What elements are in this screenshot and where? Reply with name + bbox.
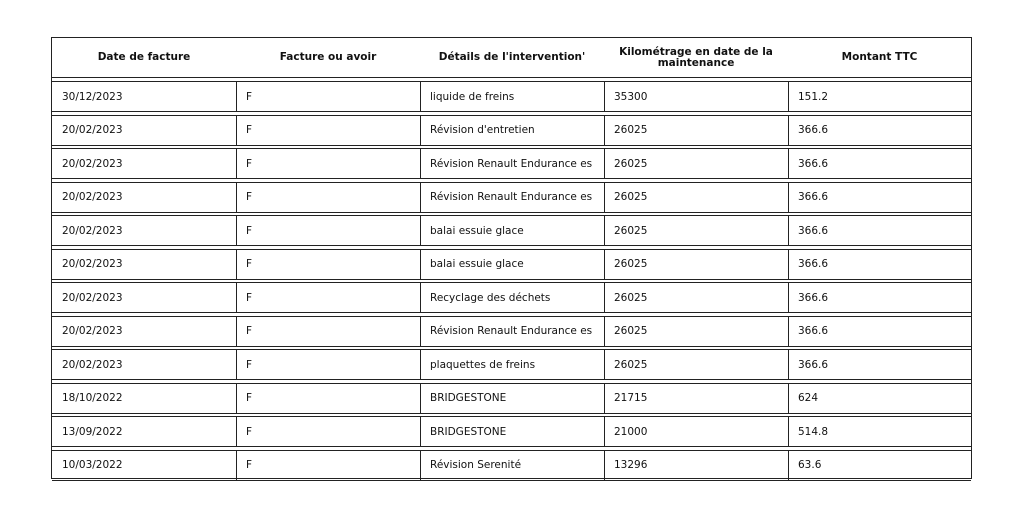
- cell-date: 20/02/2023: [62, 358, 123, 371]
- cell-details: BRIDGESTONE: [430, 392, 507, 404]
- cell-kilometrage: 26025: [614, 358, 648, 371]
- header-facture-ou-avoir: Facture ou avoir: [279, 51, 377, 63]
- column-divider: [236, 149, 237, 178]
- column-divider: [604, 317, 605, 346]
- column-divider: [604, 183, 605, 212]
- table-row: [52, 81, 971, 112]
- header-montant-ttc: Montant TTC: [841, 51, 918, 63]
- cell-date: 20/02/2023: [62, 258, 123, 270]
- column-divider: [604, 451, 605, 480]
- column-divider: [788, 216, 789, 245]
- cell-details: liquide de freins: [430, 90, 515, 103]
- column-divider: [236, 116, 237, 145]
- cell-type: F: [246, 124, 253, 136]
- cell-type: F: [246, 291, 253, 304]
- column-divider: [236, 451, 237, 480]
- cell-montant: 63.6: [798, 459, 822, 471]
- table-row: [52, 215, 971, 246]
- column-divider: [420, 250, 421, 279]
- cell-details: balai essuie glace: [430, 258, 524, 270]
- column-divider: [604, 82, 605, 111]
- column-divider: [236, 317, 237, 346]
- column-divider: [236, 82, 237, 111]
- cell-details: Recyclage des déchets: [430, 291, 551, 304]
- cell-date: 20/02/2023: [62, 325, 123, 337]
- cell-details: Révision Renault Endurance es: [430, 157, 593, 170]
- cell-type: F: [246, 358, 253, 371]
- cell-montant: 366.6: [798, 258, 829, 270]
- column-divider: [236, 183, 237, 212]
- table-row: [52, 115, 971, 146]
- column-divider: [604, 350, 605, 379]
- column-divider: [420, 317, 421, 346]
- cell-kilometrage: 26025: [614, 258, 648, 270]
- cell-montant: 366.6: [798, 291, 829, 304]
- cell-montant: 366.6: [798, 191, 829, 203]
- cell-date: 20/02/2023: [62, 124, 123, 136]
- column-divider: [420, 417, 421, 446]
- column-divider: [788, 384, 789, 413]
- header-kilometrage: Kilométrage en date de la maintenance: [619, 45, 773, 69]
- column-divider: [604, 417, 605, 446]
- cell-details: Révision Renault Endurance es: [430, 325, 593, 337]
- cell-type: F: [246, 258, 253, 270]
- cell-date: 20/02/2023: [62, 191, 123, 203]
- cell-details: Révision d'entretien: [430, 124, 535, 136]
- column-divider: [420, 283, 421, 312]
- column-divider: [788, 417, 789, 446]
- cell-details: Révision Serenité: [430, 459, 522, 471]
- column-divider: [420, 82, 421, 111]
- cell-kilometrage: 13296: [614, 459, 648, 471]
- table-row: [52, 450, 971, 481]
- cell-details: BRIDGESTONE: [430, 425, 507, 438]
- cell-kilometrage: 21715: [614, 392, 648, 404]
- column-divider: [788, 82, 789, 111]
- table-row: [52, 416, 971, 447]
- cell-kilometrage: 26025: [614, 124, 648, 136]
- column-divider: [788, 116, 789, 145]
- table-row: [52, 148, 971, 179]
- cell-kilometrage: 26025: [614, 157, 648, 170]
- cell-kilometrage: 26025: [614, 224, 648, 237]
- maintenance-table: [51, 37, 972, 479]
- column-divider: [788, 183, 789, 212]
- cell-kilometrage: 35300: [614, 90, 648, 103]
- cell-date: 30/12/2023: [62, 90, 123, 103]
- column-divider: [420, 183, 421, 212]
- column-divider: [420, 451, 421, 480]
- column-divider: [236, 417, 237, 446]
- column-divider: [420, 350, 421, 379]
- table-row: [52, 383, 971, 414]
- cell-type: F: [246, 157, 253, 170]
- cell-montant: 514.8: [798, 425, 829, 438]
- cell-type: F: [246, 459, 253, 471]
- cell-type: F: [246, 90, 253, 103]
- cell-type: F: [246, 325, 253, 337]
- column-divider: [236, 384, 237, 413]
- cell-montant: 624: [798, 392, 819, 404]
- cell-date: 10/03/2022: [62, 459, 123, 471]
- table-row: [52, 282, 971, 313]
- cell-kilometrage: 26025: [614, 291, 648, 304]
- table-row: [52, 182, 971, 213]
- table-row: [52, 249, 971, 280]
- cell-date: 13/09/2022: [62, 425, 123, 438]
- column-divider: [788, 283, 789, 312]
- cell-montant: 366.6: [798, 358, 829, 371]
- cell-montant: 366.6: [798, 325, 829, 337]
- column-divider: [236, 283, 237, 312]
- table-row: [52, 349, 971, 380]
- cell-date: 20/02/2023: [62, 291, 123, 304]
- column-divider: [788, 149, 789, 178]
- column-divider: [420, 216, 421, 245]
- column-divider: [788, 350, 789, 379]
- column-divider: [604, 384, 605, 413]
- header-details-intervention: Détails de l'intervention': [438, 51, 586, 63]
- cell-date: 18/10/2022: [62, 392, 123, 404]
- cell-kilometrage: 21000: [614, 425, 648, 438]
- table-row: [52, 316, 971, 347]
- cell-date: 20/02/2023: [62, 157, 123, 170]
- cell-type: F: [246, 224, 253, 237]
- column-divider: [604, 149, 605, 178]
- column-divider: [420, 149, 421, 178]
- column-divider: [604, 216, 605, 245]
- column-divider: [604, 250, 605, 279]
- cell-type: F: [246, 392, 253, 404]
- column-divider: [236, 216, 237, 245]
- cell-date: 20/02/2023: [62, 224, 123, 237]
- column-divider: [604, 283, 605, 312]
- cell-details: balai essuie glace: [430, 224, 524, 237]
- cell-kilometrage: 26025: [614, 325, 648, 337]
- cell-montant: 366.6: [798, 224, 829, 237]
- table-header-row: [52, 38, 971, 78]
- cell-details: Révision Renault Endurance es: [430, 191, 593, 203]
- column-divider: [236, 350, 237, 379]
- column-divider: [788, 250, 789, 279]
- header-date-de-facture: Date de facture: [97, 51, 191, 63]
- column-divider: [788, 451, 789, 480]
- cell-montant: 366.6: [798, 157, 829, 170]
- column-divider: [604, 116, 605, 145]
- cell-type: F: [246, 191, 253, 203]
- cell-type: F: [246, 425, 253, 438]
- cell-details: plaquettes de freins: [430, 358, 536, 371]
- column-divider: [788, 317, 789, 346]
- cell-montant: 366.6: [798, 124, 829, 136]
- column-divider: [236, 250, 237, 279]
- column-divider: [420, 116, 421, 145]
- column-divider: [420, 384, 421, 413]
- cell-kilometrage: 26025: [614, 191, 648, 203]
- cell-montant: 151.2: [798, 90, 829, 103]
